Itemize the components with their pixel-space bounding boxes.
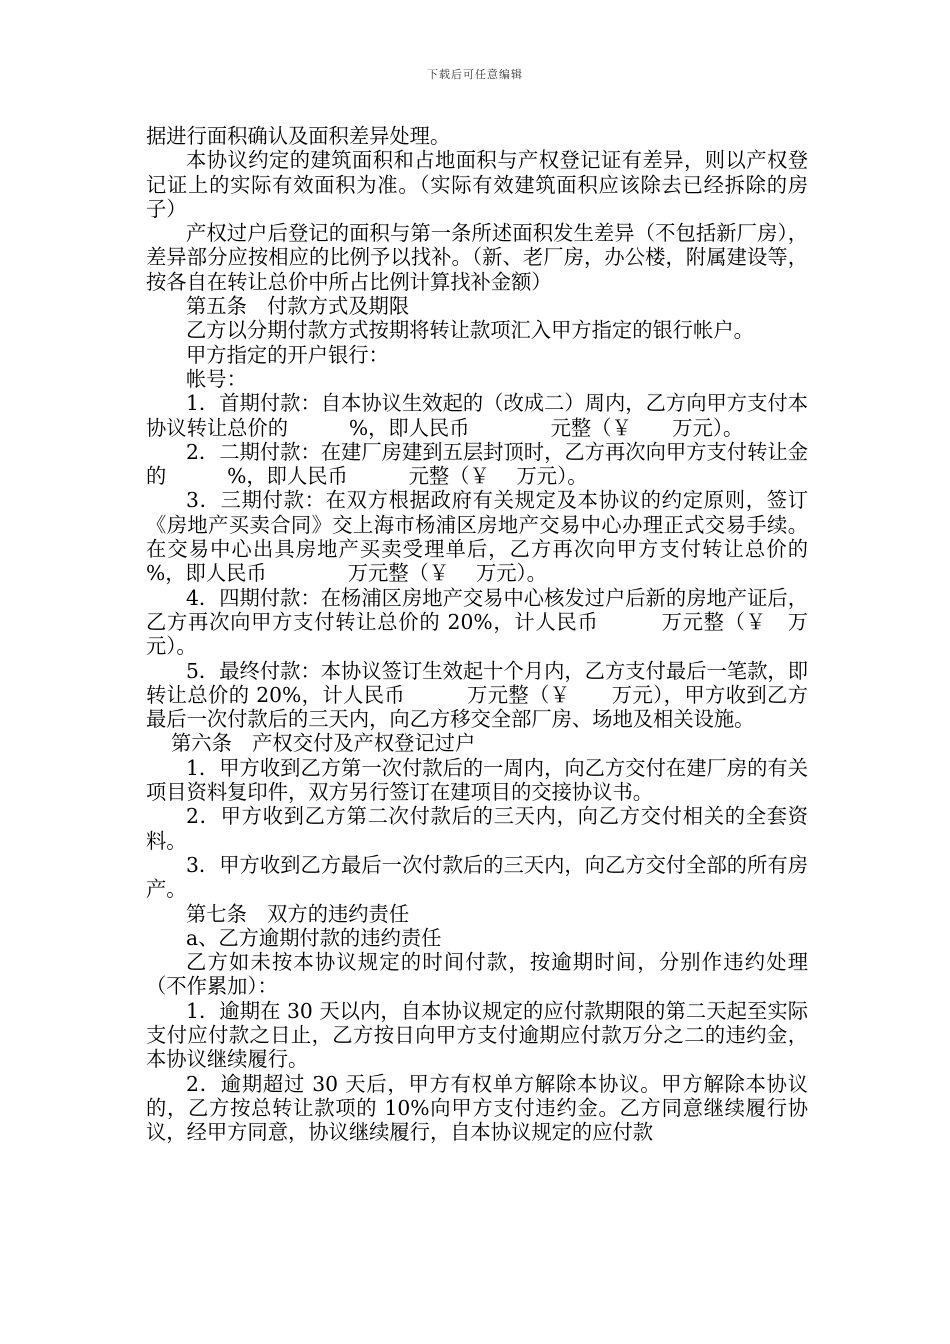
paragraph: 第五条 付款方式及期限: [186, 294, 410, 319]
paragraph: 帐号：: [186, 366, 247, 391]
paragraph: 据进行面积确认及面积差异处理。: [146, 124, 451, 148]
paragraph: 甲方指定的开户银行：: [186, 342, 389, 367]
paragraph: 4．四期付款：在杨浦区房地产交易中心核发过户后新的房地产证后，乙方再次向甲方支付转让总价的 20%，计人民币 万元整（￥ 万元）。: [146, 585, 808, 659]
paragraph: 3．三期付款：在双方根据政府有关规定及本协议的约定原则，签订《房地产买卖合同》交上海市杨浦区房地产交易中心办理正式交易手续。在交易中心出具房地产买卖受理单后，乙方再次向甲方支付转让总价的 %，即人民币 万元整（￥ 万元）。: [146, 488, 835, 586]
paragraph: 乙方以分期付款方式按期将转让款项汇入甲方指定的银行帐户。: [186, 318, 754, 343]
paragraph: 3．甲方收到乙方最后一次付款后的三天内，向乙方交付全部的所有房产。: [146, 852, 808, 902]
document-body: [146, 124, 835, 1145]
paragraph: 第六条 产权交付及产权登记过户: [171, 731, 476, 756]
paragraph: 乙方如未按本协议规定的时间付款，按逾期时间，分别作违约处理（不作累加）：: [146, 950, 808, 999]
page-header: 下载后可任意编辑: [427, 68, 523, 81]
paragraph: 产权过户后登记的面积与第一条所述面积发生差异（不包括新厂房），差异部分应按相应的比例予以找补。（新、老厂房，办公楼，附属建设等，按各自在转让总价中所占比例计算找补金额）: [146, 221, 808, 294]
paragraph: 2．甲方收到乙方第二次付款后的三天内，向乙方交付相关的全套资料。: [146, 804, 808, 853]
paragraph: 2．二期付款：在建厂房建到五层封顶时，乙方再次向甲方支付转让金的 %，即人民币 元整（￥ 万元）。: [146, 439, 808, 489]
paragraph: 1．首期付款：自本协议生效起的（改成二）周内，乙方向甲方支付本协议转让总价的 %，即人民币 元整（￥ 万元）。: [146, 391, 808, 440]
paragraph: 第七条 双方的违约责任: [186, 901, 410, 926]
paragraph: 本协议约定的建筑面积和占地面积与产权登记证有差异，则以产权登记证上的实际有效面积为准。（实际有效建筑面积应该除去已经拆除的房子）: [146, 148, 808, 221]
paragraph: 1．甲方收到乙方第一次付款后的一周内，向乙方交付在建厂房的有关项目资料复印件，双方另行签订在建项目的交接协议书。: [146, 755, 808, 805]
paragraph: 2．逾期超过 30 天后，甲方有权单方解除本协议。甲方解除本协议的，乙方按总转让款项的 10%向甲方支付违约金。乙方同意继续履行协议，经甲方同意，协议继续履行，自本协议规定的应付款: [146, 1071, 808, 1145]
paragraph: 1．逾期在 30 天以内，自本协议规定的应付款期限的第二天起至实际支付应付款之日止，乙方按日向甲方支付逾期应付款万分之二的违约金，本协议继续履行。: [146, 998, 808, 1072]
paragraph: a、乙方逾期付款的违约责任: [186, 925, 442, 950]
paragraph: 5．最终付款：本协议签订生效起十个月内，乙方支付最后一笔款，即转让总价的 20%，计人民币 万元整（￥ 万元），甲方收到乙方最后一次付款后的三天内，向乙方移交全部厂房、场地及相关设施。: [146, 658, 808, 732]
